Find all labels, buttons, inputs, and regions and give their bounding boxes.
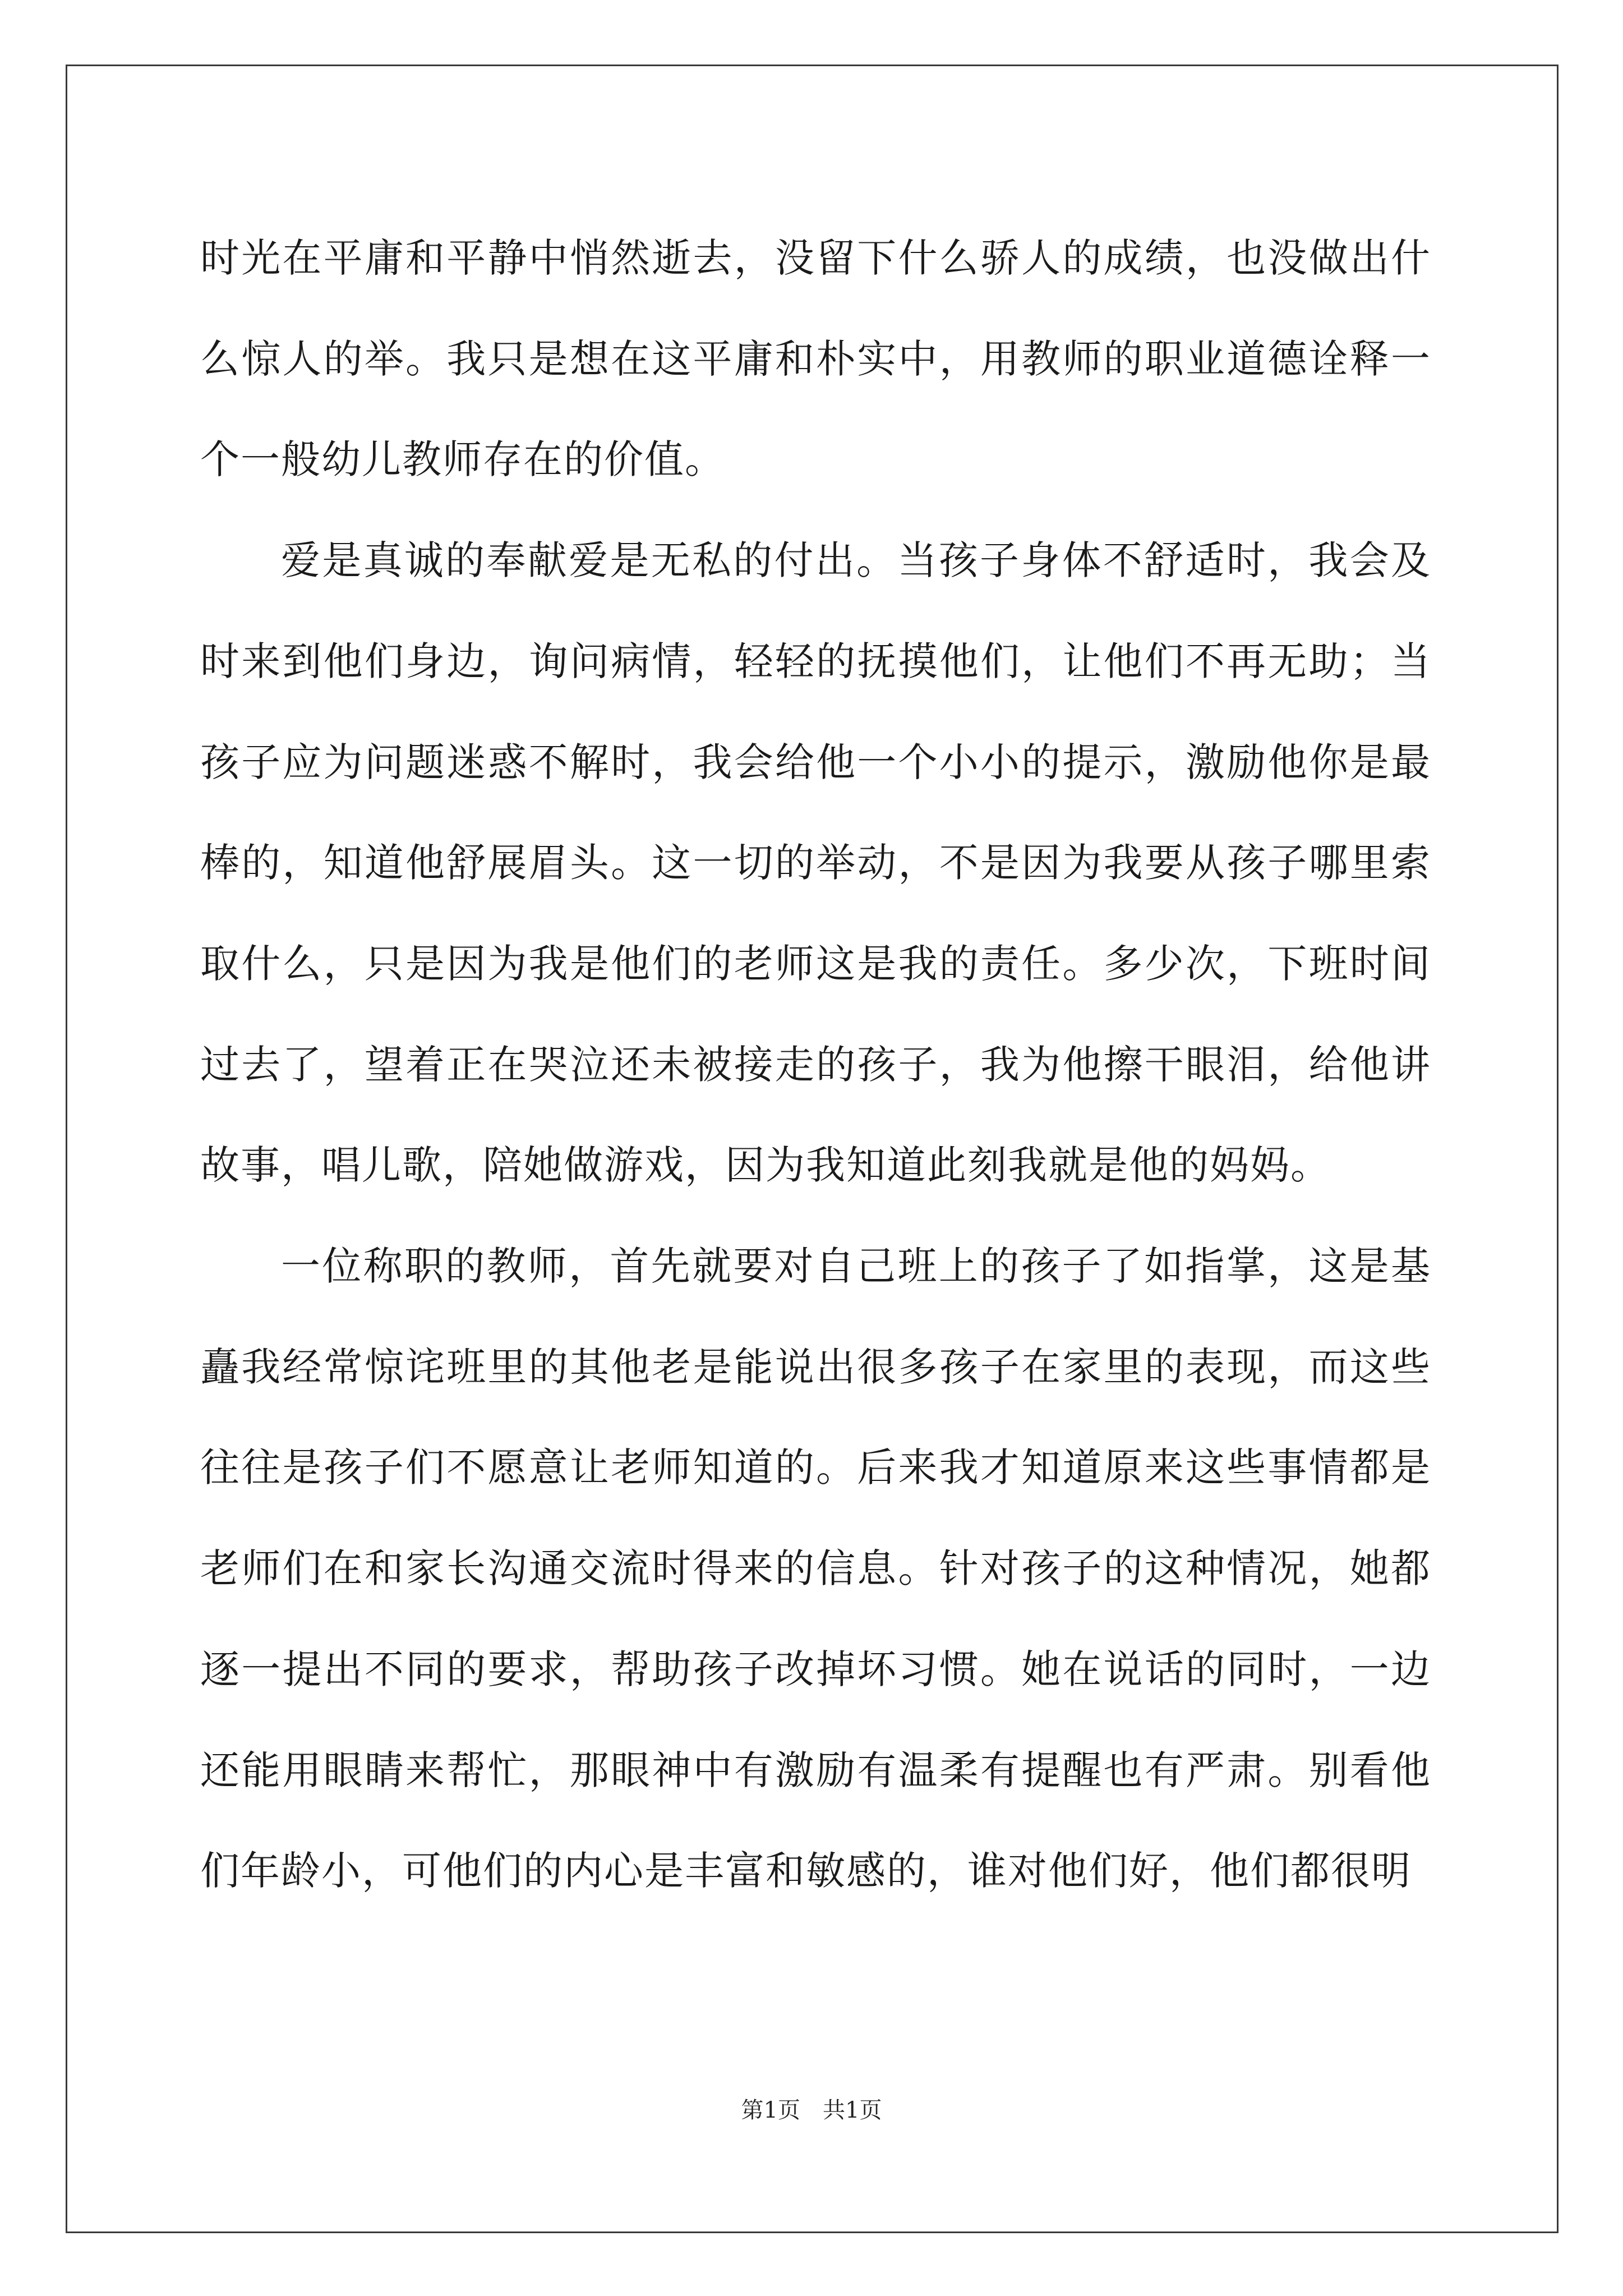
page-number-total: 共1页	[823, 2097, 882, 2123]
document-body	[200, 208, 1431, 1922]
page-footer	[0, 2092, 1623, 2124]
page-number-current: 第1页	[741, 2097, 800, 2123]
paragraph-2: 爱是真诚的奉献爱是无私的付出。当孩子身体不舒适时，我会及时来到他们身边，询问病情，轻轻的抚摸他们，让他们不再无助；当孩子应为问题迷惑不解时，我会给他一个小小的提示，激励他你是最棒的，知道他舒展眉头。这一切的举动，不是因为我要从孩子哪里索取什么，只是因为我是他们的老师这是我的责任。多少次，下班时间过去了，望着正在哭泣还未被接走的孩子，我为他擦干眼泪，给他讲故事，唱儿歌，陪她做游戏，因为我知道此刻我就是他的妈妈。	[200, 537, 1431, 1189]
paragraph-1: 时光在平庸和平静中悄然逝去，没留下什么骄人的成绩，也没做出什么惊人的举。我只是想在这平庸和朴实中，用教师的职业道德诠释一个一般幼儿教师存在的价值。	[200, 235, 1431, 483]
paragraph-3: 一位称职的教师，首先就要对自己班上的孩子了如指掌，这是基矗我经常惊诧班里的其他老是能说出很多孩子在家里的表现，而这些往往是孩子们不愿意让老师知道的。后来我才知道原来这些事情都是老师们在和家长沟通交流时得来的信息。针对孩子的这种情况，她都逐一提出不同的要求，帮助孩子改掉坏习惯。她在说话的同时，一边还能用眼睛来帮忙，那眼神中有激励有温柔有提醒也有严肃。别看他们年龄小，可他们的内心是丰富和敏感的，谁对他们好，他们都很明	[200, 1243, 1431, 1894]
